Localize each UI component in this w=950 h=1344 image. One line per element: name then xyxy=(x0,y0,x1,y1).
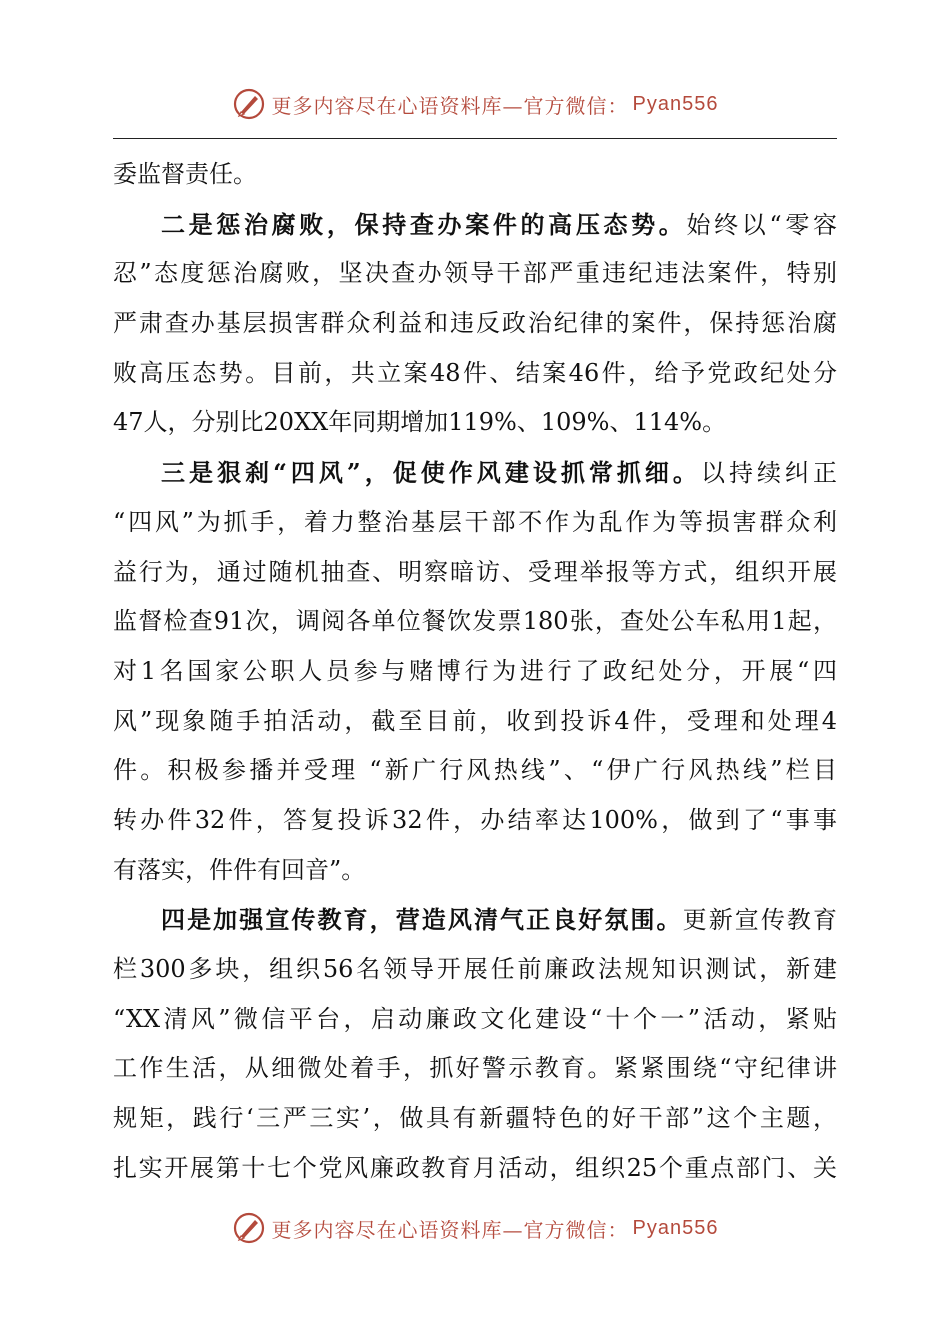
header-rule xyxy=(113,138,837,139)
paragraph-heading: 三是狠刹“四风”，促使作风建设抓常抓细。 xyxy=(161,458,701,488)
header-watermark xyxy=(0,84,950,124)
paragraph-first-line xyxy=(113,448,837,498)
paragraph-heading: 二是惩治腐败，保持查办案件的高压态势。 xyxy=(161,209,687,239)
text-line: 忍”态度惩治腐败，坚决查办领导干部严重违纪违法案件，特别 xyxy=(113,259,837,288)
footer-watermark xyxy=(0,1208,950,1248)
text-line: 扎实开展第十七个党风廉政教育月活动，组织25个重点部门、关 xyxy=(113,1153,837,1182)
text-line: 监督检查91次，调阅各单位餐饮发票180张，查处公车私用1起， xyxy=(113,607,837,636)
watermark-account: Pyan556 xyxy=(632,92,719,115)
text-line: 始终以“零容 xyxy=(686,210,837,239)
watermark-brand-text: 更多内容尽在心语资料库—官方微信： xyxy=(271,1217,629,1242)
text-line: 规矩，践行‘三严三实’，做具有新疆特色的好干部”这个主题， xyxy=(113,1104,837,1133)
text-line: 以持续纠正 xyxy=(700,459,838,488)
text-line: 件。积极参播并受理 “新广行风热线”、“伊广行风热线”栏目 xyxy=(113,756,837,785)
paragraph-heading: 四是加强宣传教育，营造风清气正良好氛围。 xyxy=(161,905,683,935)
text-line: 转办件32件，答复投诉32件，办结率达100%，做到了“事事 xyxy=(113,805,837,834)
document-body xyxy=(113,150,837,1193)
text-line: 严肃查办基层损害群众利益和违反政治纪律的案件，保持惩治腐 xyxy=(113,309,837,338)
text-line: “XX清风”微信平台，启动廉政文化建设“十个一”活动，紧贴 xyxy=(113,1004,837,1033)
paragraph-first-line xyxy=(113,895,837,945)
pen-logo-icon xyxy=(232,87,266,121)
text-line: 风”现象随手拍活动，截至目前，收到投诉4件，受理和处理4 xyxy=(113,706,837,735)
text-line: 更新宣传教育 xyxy=(682,906,838,935)
watermark-brand-text: 更多内容尽在心语资料库—官方微信： xyxy=(271,93,629,118)
text-line: 47人，分别比20XX年同期增加119%、109%、114%。 xyxy=(113,408,727,437)
text-line: 败高压态势。目前，共立案48件、结案46件，给予党政纪处分 xyxy=(113,358,837,387)
text-line: 委监督责任。 xyxy=(113,160,257,188)
text-line: 有落实，件件有回音”。 xyxy=(113,855,366,884)
text-line: 栏300多块，组织56名领导开展任前廉政法规知识测试，新建 xyxy=(113,955,837,983)
paragraph-first-line xyxy=(113,200,837,250)
text-line: 工作生活，从细微处着手，抓好警示教育。紧紧围绕“守纪律讲 xyxy=(113,1054,837,1083)
watermark-account: Pyan556 xyxy=(632,1216,719,1239)
text-line: 对1名国家公职人员参与赌博行为进行了政纪处分，开展“四 xyxy=(113,656,837,685)
pen-logo-icon xyxy=(232,1211,266,1245)
text-line: “四风”为抓手，着力整治基层干部不作为乱作为等损害群众利 xyxy=(113,507,837,536)
text-line: 益行为，通过随机抽查、明察暗访、受理举报等方式，组织开展 xyxy=(113,557,837,586)
